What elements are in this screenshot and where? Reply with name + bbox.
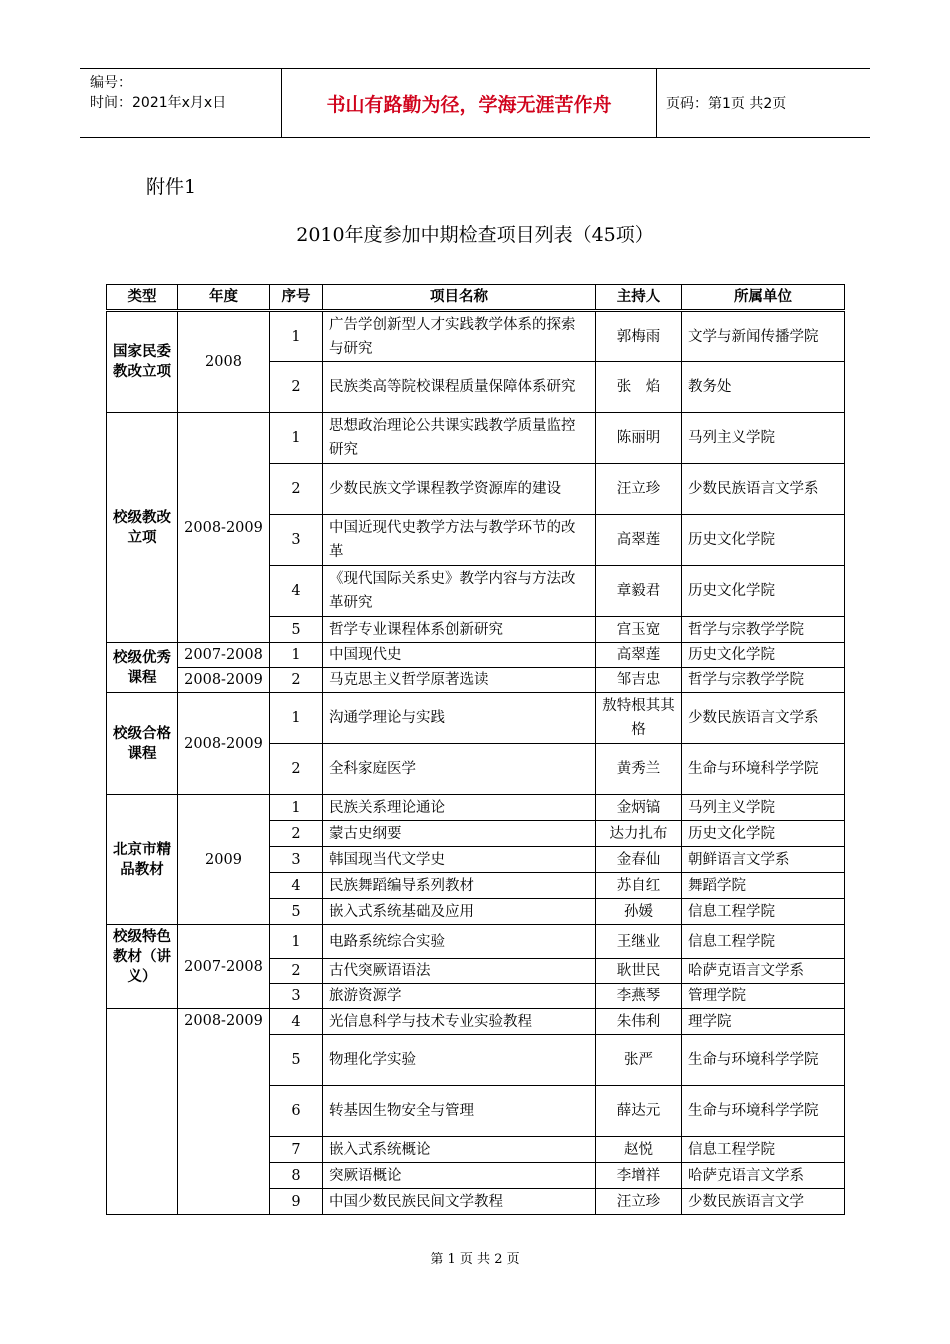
no-cell: 6 [270,1086,323,1137]
no-cell: 4 [270,1009,323,1035]
host-cell: 薛达元 [596,1086,682,1137]
name-cell: 光信息科学与技术专业实验教程 [323,1009,596,1035]
page-code: 页码：第1页 共2页 [666,96,787,112]
host-cell: 李增祥 [596,1163,682,1189]
host-cell: 朱伟利 [596,1009,682,1035]
year-cell: 2008-2009 [178,668,270,693]
year-cell: 2008-2009 [178,693,270,795]
name-cell: 哲学专业课程体系创新研究 [323,617,596,643]
no-cell: 1 [270,795,323,821]
unit-cell: 少数民族语言文学系 [682,464,845,515]
unit-cell: 管理学院 [682,984,845,1009]
host-cell: 张 焰 [596,362,682,413]
name-cell: 全科家庭医学 [323,744,596,795]
name-cell: 中国少数民族民间文学教程 [323,1189,596,1215]
name-cell: 少数民族文学课程教学资源库的建设 [323,464,596,515]
table-header-row [107,285,845,311]
no-cell: 3 [270,847,323,873]
name-cell: 蒙古史纲要 [323,821,596,847]
host-cell: 汪立珍 [596,464,682,515]
table-row [107,693,845,744]
unit-cell: 少数民族语言文学系 [682,693,845,744]
table-row [107,1009,845,1035]
no-cell: 5 [270,617,323,643]
unit-cell: 理学院 [682,1009,845,1035]
no-cell: 5 [270,899,323,925]
name-cell: 广告学创新型人才实践教学体系的探索与研究 [323,311,596,362]
category-cell: 校级优秀课程 [107,643,178,693]
no-cell: 2 [270,668,323,693]
col-header-host: 主持人 [596,285,682,311]
header-meta [90,73,226,113]
unit-cell: 舞蹈学院 [682,873,845,899]
no-cell: 3 [270,515,323,566]
category-cell: 校级特色教材（讲义） [107,925,178,1009]
name-cell: 马克思主义哲学原著选读 [323,668,596,693]
page-header [80,68,870,138]
unit-cell: 生命与环境科学学院 [682,744,845,795]
name-cell: 《现代国际关系史》教学内容与方法改革研究 [323,566,596,617]
host-cell: 章毅君 [596,566,682,617]
table-row [107,413,845,464]
unit-cell: 哈萨克语言文学系 [682,959,845,984]
unit-cell: 马列主义学院 [682,413,845,464]
no-cell: 1 [270,693,323,744]
name-cell: 电路系统综合实验 [323,925,596,959]
no-cell: 4 [270,566,323,617]
unit-cell: 朝鲜语言文学系 [682,847,845,873]
category-cell: 北京市精品教材 [107,795,178,925]
name-cell: 思想政治理论公共课实践教学质量监控研究 [323,413,596,464]
no-cell: 2 [270,464,323,515]
year-cell: 2008-2009 [178,1009,270,1215]
no-cell: 3 [270,984,323,1009]
no-cell: 8 [270,1163,323,1189]
unit-cell: 哈萨克语言文学系 [682,1163,845,1189]
no-cell: 1 [270,925,323,959]
host-cell: 李燕琴 [596,984,682,1009]
time-label: 时间：2021年x月x日 [90,95,227,111]
category-cell: 校级合格课程 [107,693,178,795]
host-cell: 张严 [596,1035,682,1086]
host-cell: 陈丽明 [596,413,682,464]
document-title: 2010年度参加中期检查项目列表（45项） [296,224,654,246]
host-cell: 敖特根其其格 [596,693,682,744]
unit-cell: 马列主义学院 [682,795,845,821]
name-cell: 嵌入式系统基础及应用 [323,899,596,925]
col-header-year: 年度 [178,285,270,311]
host-cell: 黄秀兰 [596,744,682,795]
host-cell: 金春仙 [596,847,682,873]
name-cell: 中国现代史 [323,643,596,668]
year-cell: 2008-2009 [178,413,270,643]
name-cell: 嵌入式系统概论 [323,1137,596,1163]
no-cell: 2 [270,744,323,795]
year-cell: 2007-2008 [178,643,270,668]
host-cell: 金炳镐 [596,795,682,821]
unit-cell: 少数民族语言文学 [682,1189,845,1215]
year-cell: 2009 [178,795,270,925]
unit-cell: 历史文化学院 [682,515,845,566]
unit-cell: 教务处 [682,362,845,413]
col-header-type: 类型 [107,285,178,311]
name-cell: 旅游资源学 [323,984,596,1009]
table-row [107,795,845,821]
col-header-no: 序号 [270,285,323,311]
table-row [107,311,845,362]
unit-cell: 文学与新闻传播学院 [682,311,845,362]
attachment-label: 附件1 [146,176,197,198]
no-cell: 1 [270,643,323,668]
name-cell: 中国近现代史教学方法与教学环节的改革 [323,515,596,566]
unit-cell: 信息工程学院 [682,1137,845,1163]
name-cell: 民族类高等院校课程质量保障体系研究 [323,362,596,413]
no-cell: 9 [270,1189,323,1215]
unit-cell: 生命与环境科学学院 [682,1035,845,1086]
no-cell: 1 [270,311,323,362]
header-motto: 书山有路勤为径，学海无涯苦作舟 [281,69,657,137]
table-row [107,668,845,693]
unit-cell: 信息工程学院 [682,899,845,925]
host-cell: 高翠莲 [596,643,682,668]
category-cell: 国家民委教改立项 [107,311,178,413]
host-cell: 耿世民 [596,959,682,984]
category-cell-continued [107,1009,178,1215]
name-cell: 民族关系理论通论 [323,795,596,821]
host-cell: 苏自红 [596,873,682,899]
no-cell: 7 [270,1137,323,1163]
unit-cell: 信息工程学院 [682,925,845,959]
page-footer: 第 1 页 共 2 页 [430,1252,520,1267]
year-cell: 2008 [178,311,270,413]
name-cell: 民族舞蹈编导系列教材 [323,873,596,899]
host-cell: 汪立珍 [596,1189,682,1215]
col-header-name: 项目名称 [323,285,596,311]
no-cell: 2 [270,821,323,847]
category-cell: 校级教改立项 [107,413,178,643]
table-row [107,925,845,959]
host-cell: 宫玉宽 [596,617,682,643]
no-cell: 1 [270,413,323,464]
no-cell: 2 [270,959,323,984]
unit-cell: 生命与环境科学学院 [682,1086,845,1137]
host-cell: 邹吉忠 [596,668,682,693]
no-cell: 4 [270,873,323,899]
no-cell: 5 [270,1035,323,1086]
year-cell: 2007-2008 [178,925,270,1009]
project-table [106,284,845,1215]
host-cell: 高翠莲 [596,515,682,566]
host-cell: 王继业 [596,925,682,959]
name-cell: 转基因生物安全与管理 [323,1086,596,1137]
name-cell: 突厥语概论 [323,1163,596,1189]
unit-cell: 哲学与宗教学学院 [682,617,845,643]
host-cell: 郭梅雨 [596,311,682,362]
host-cell: 孙媛 [596,899,682,925]
name-cell: 物理化学实验 [323,1035,596,1086]
host-cell: 赵悦 [596,1137,682,1163]
no-cell: 2 [270,362,323,413]
unit-cell: 历史文化学院 [682,643,845,668]
unit-cell: 哲学与宗教学学院 [682,668,845,693]
col-header-unit: 所属单位 [682,285,845,311]
name-cell: 韩国现当代文学史 [323,847,596,873]
unit-cell: 历史文化学院 [682,566,845,617]
name-cell: 古代突厥语语法 [323,959,596,984]
host-cell: 达力扎布 [596,821,682,847]
unit-cell: 历史文化学院 [682,821,845,847]
name-cell: 沟通学理论与实践 [323,693,596,744]
number-label: 编号： [90,75,132,91]
table-row [107,643,845,668]
